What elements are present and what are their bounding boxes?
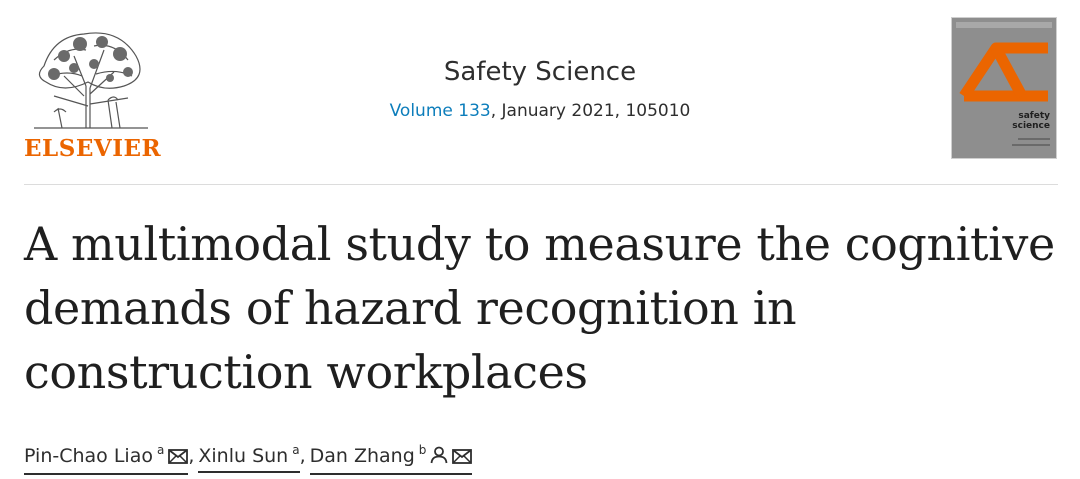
email-icon — [452, 444, 472, 472]
author-name: Xinlu Sun — [198, 445, 289, 467]
author-name: Pin-Chao Liao — [24, 445, 153, 467]
citation-details: , January 2021, 105010 — [490, 101, 691, 121]
journal-cover-image[interactable] — [952, 18, 1056, 158]
author-name: Dan Zhang — [309, 445, 415, 467]
elsevier-logo[interactable] — [24, 16, 162, 162]
affiliation-marker: a — [156, 443, 165, 457]
author-separator: , — [299, 445, 306, 467]
publisher-name: ELSEVIER — [24, 135, 162, 162]
author-link[interactable] — [24, 436, 188, 475]
header-divider — [24, 184, 1058, 185]
author-link[interactable] — [310, 436, 473, 475]
author-list — [24, 436, 472, 475]
cover-title-line2: science — [1012, 121, 1050, 131]
author-separator: , — [188, 445, 195, 467]
article-header — [0, 0, 1080, 185]
volume-link[interactable]: Volume 133 — [389, 101, 491, 121]
affiliation-marker: b — [418, 443, 427, 457]
journal-title-link[interactable]: Safety Science — [443, 57, 637, 87]
article-title: A multimodal study to measure the cognitive demands of hazard recognition in construction workplaces — [24, 217, 1055, 399]
tree-emblem-icon — [24, 16, 154, 134]
journal-citation — [300, 100, 780, 122]
email-icon — [168, 444, 188, 472]
journal-info — [300, 54, 780, 122]
author-link[interactable] — [198, 436, 299, 473]
person-icon — [430, 444, 448, 472]
cover-title-line1: safety — [1018, 111, 1050, 121]
affiliation-marker: a — [292, 443, 300, 457]
cover-artwork — [952, 18, 1056, 158]
